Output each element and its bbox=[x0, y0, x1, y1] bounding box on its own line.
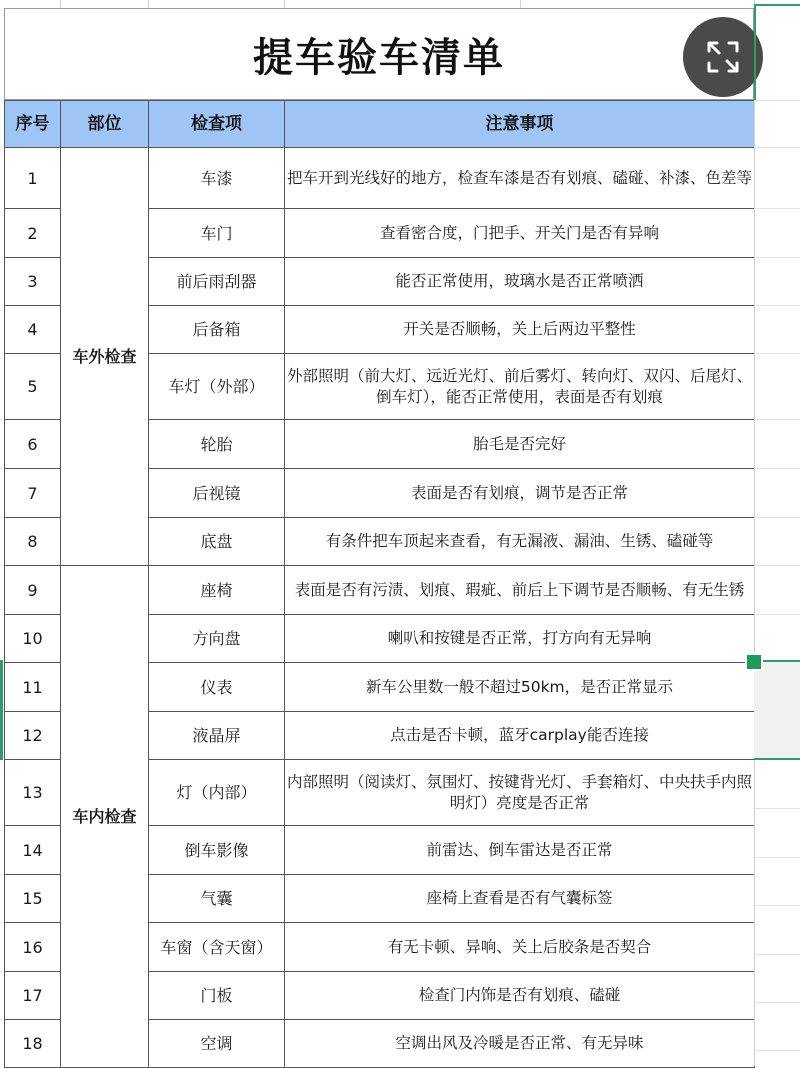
row-note[interactable]: 有条件把车顶起来查看，有无漏液、漏油、生锈、磕碰等 bbox=[285, 518, 755, 566]
table-row bbox=[5, 566, 755, 615]
row-item[interactable]: 仪表 bbox=[149, 663, 285, 712]
row-note[interactable]: 检查门内饰是否有划痕、磕碰 bbox=[285, 972, 755, 1020]
table-row bbox=[5, 148, 755, 209]
sheet-title: 提车验车清单 bbox=[253, 34, 505, 81]
row-index[interactable]: 16 bbox=[5, 923, 61, 972]
adjacent-column-area bbox=[754, 0, 800, 1066]
row-item[interactable]: 车漆 bbox=[149, 148, 285, 209]
row-item[interactable]: 门板 bbox=[149, 972, 285, 1020]
row-item[interactable]: 底盘 bbox=[149, 518, 285, 566]
selection-border-top bbox=[754, 4, 756, 100]
row-index[interactable]: 15 bbox=[5, 875, 61, 923]
row-note[interactable]: 有无卡顿、异响、关上后胶条是否契合 bbox=[285, 923, 755, 972]
row-index[interactable]: 6 bbox=[5, 420, 61, 469]
row-item[interactable]: 液晶屏 bbox=[149, 712, 285, 760]
row-selection-indicator bbox=[0, 660, 3, 760]
row-index[interactable]: 4 bbox=[5, 306, 61, 354]
row-note[interactable]: 空调出风及冷暖是否正常、有无异味 bbox=[285, 1020, 755, 1068]
row-note[interactable]: 外部照明（前大灯、远近光灯、前后雾灯、转向灯、双闪、后尾灯、倒车灯），能否正常使用，表面是否有划痕 bbox=[285, 354, 755, 420]
section-cell-interior[interactable]: 车内检查 bbox=[61, 566, 149, 1068]
row-item[interactable]: 倒车影像 bbox=[149, 826, 285, 875]
row-note[interactable]: 能否正常使用，玻璃水是否正常喷洒 bbox=[285, 258, 755, 306]
row-note[interactable]: 内部照明（阅读灯、氛围灯、按键背光灯、手套箱灯、中央扶手内照明灯）亮度是否正常 bbox=[285, 760, 755, 826]
row-item[interactable]: 前后雨刮器 bbox=[149, 258, 285, 306]
selection-border-top-edge bbox=[756, 4, 800, 6]
header-row bbox=[5, 101, 755, 148]
row-note[interactable]: 座椅上查看是否有气囊标签 bbox=[285, 875, 755, 923]
section-cell-exterior[interactable]: 车外检查 bbox=[61, 148, 149, 566]
row-item[interactable]: 空调 bbox=[149, 1020, 285, 1068]
row-index[interactable]: 9 bbox=[5, 566, 61, 615]
checklist-table bbox=[4, 100, 755, 1068]
row-index[interactable]: 12 bbox=[5, 712, 61, 760]
row-index[interactable]: 17 bbox=[5, 972, 61, 1020]
row-item[interactable]: 后视镜 bbox=[149, 469, 285, 518]
row-note[interactable]: 前雷达、倒车雷达是否正常 bbox=[285, 826, 755, 875]
row-index[interactable]: 8 bbox=[5, 518, 61, 566]
header-item[interactable]: 检查项 bbox=[149, 101, 285, 148]
row-item[interactable]: 轮胎 bbox=[149, 420, 285, 469]
selection-fill-handle[interactable] bbox=[745, 653, 763, 671]
row-item[interactable]: 座椅 bbox=[149, 566, 285, 615]
row-item[interactable]: 灯（内部） bbox=[149, 760, 285, 826]
row-index[interactable]: 13 bbox=[5, 760, 61, 826]
row-index[interactable]: 11 bbox=[5, 663, 61, 712]
row-index[interactable]: 14 bbox=[5, 826, 61, 875]
expand-button[interactable] bbox=[683, 17, 763, 97]
row-index[interactable]: 2 bbox=[5, 209, 61, 258]
row-index[interactable]: 10 bbox=[5, 615, 61, 663]
row-note[interactable]: 点击是否卡顿，蓝牙carplay能否连接 bbox=[285, 712, 755, 760]
row-item[interactable]: 车门 bbox=[149, 209, 285, 258]
row-note[interactable]: 表面是否有污渍、划痕、瑕疵、前后上下调节是否顺畅、有无生锈 bbox=[285, 566, 755, 615]
header-section[interactable]: 部位 bbox=[61, 101, 149, 148]
row-note[interactable]: 新车公里数一般不超过50km，是否正常显示 bbox=[285, 663, 755, 712]
row-index[interactable]: 1 bbox=[5, 148, 61, 209]
fullscreen-expand-icon bbox=[703, 37, 743, 77]
row-item[interactable]: 方向盘 bbox=[149, 615, 285, 663]
row-note[interactable]: 把车开到光线好的地方，检查车漆是否有划痕、磕碰、补漆、色差等 bbox=[285, 148, 755, 209]
row-index[interactable]: 3 bbox=[5, 258, 61, 306]
row-note[interactable]: 表面是否有划痕，调节是否正常 bbox=[285, 469, 755, 518]
sheet-top-strip bbox=[0, 0, 800, 8]
header-index[interactable]: 序号 bbox=[5, 101, 61, 148]
row-item[interactable]: 气囊 bbox=[149, 875, 285, 923]
row-item[interactable]: 车窗（含天窗） bbox=[149, 923, 285, 972]
row-item[interactable]: 后备箱 bbox=[149, 306, 285, 354]
row-index[interactable]: 7 bbox=[5, 469, 61, 518]
selection-range[interactable] bbox=[754, 660, 800, 760]
row-note[interactable]: 胎毛是否完好 bbox=[285, 420, 755, 469]
header-note[interactable]: 注意事项 bbox=[285, 101, 755, 148]
row-note[interactable]: 喇叭和按键是否正常，打方向有无异响 bbox=[285, 615, 755, 663]
row-item[interactable]: 车灯（外部） bbox=[149, 354, 285, 420]
row-note[interactable]: 查看密合度，门把手、开关门是否有异响 bbox=[285, 209, 755, 258]
row-index[interactable]: 5 bbox=[5, 354, 61, 420]
row-note[interactable]: 开关是否顺畅，关上后两边平整性 bbox=[285, 306, 755, 354]
row-index[interactable]: 18 bbox=[5, 1020, 61, 1068]
